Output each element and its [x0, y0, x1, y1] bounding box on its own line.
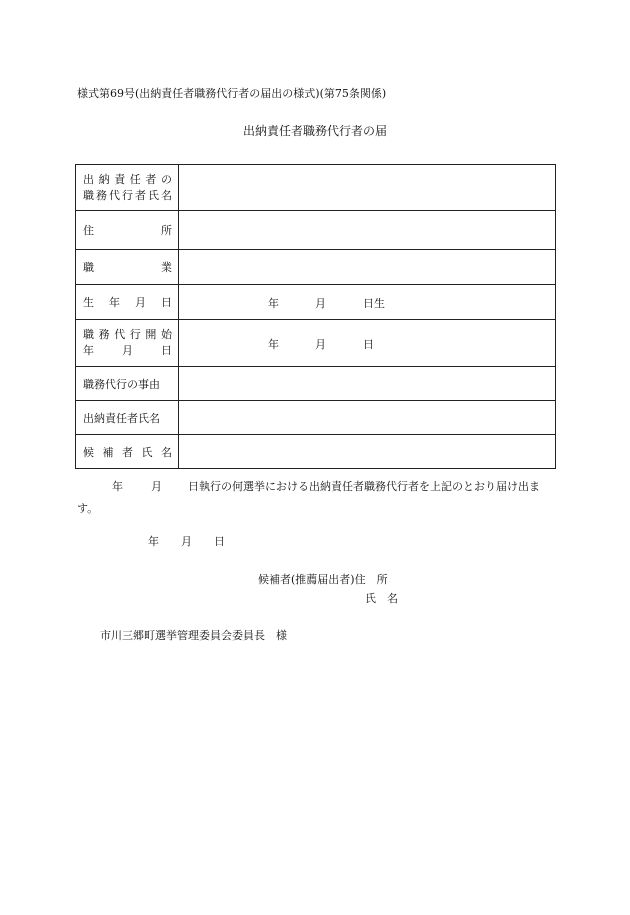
field-candidate-name[interactable] — [179, 435, 556, 469]
label-occupation: 職 業 — [76, 250, 179, 285]
label-birthdate: 生 年 月 日 — [76, 285, 179, 320]
label-agent-name-line2: 職 務 代 行 者 氏 名 — [83, 188, 172, 202]
field-occupation[interactable] — [179, 250, 556, 285]
birth-day-label: 日生 — [363, 297, 385, 310]
statement-month: 月 — [151, 480, 162, 493]
field-agent-name[interactable] — [179, 165, 556, 211]
start-year-label: 年 — [268, 338, 279, 351]
table-row-occupation — [76, 250, 556, 285]
table-row-birthdate — [76, 285, 556, 320]
table-row-treasurer-name — [76, 401, 556, 435]
statement-year: 年 — [112, 480, 123, 493]
start-month-label: 月 — [315, 338, 326, 351]
addressee: 市川三郷町選挙管理委員会委員長 様 — [100, 629, 287, 642]
signature-address-label: 候補者(推薦届出者)住 所 — [258, 573, 388, 586]
declaration-table — [75, 164, 556, 469]
field-birthdate[interactable] — [179, 285, 556, 320]
birth-year-label: 年 — [268, 297, 279, 310]
signature-name-label: 氏 名 — [365, 592, 398, 605]
form-number-heading: 様式第69号(出納責任者職務代行者の届出の様式)(第75条関係) — [77, 87, 387, 100]
field-treasurer-name[interactable] — [179, 401, 556, 435]
signature-date: 年 月 日 — [148, 535, 225, 548]
table-row-agent-name — [76, 165, 556, 211]
table-row-candidate-name — [76, 435, 556, 469]
document-title: 出納責任者職務代行者の届 — [242, 124, 387, 138]
field-address[interactable] — [179, 211, 556, 250]
field-reason[interactable] — [179, 367, 556, 401]
label-reason: 職務代行の事由 — [76, 367, 179, 401]
field-start-date[interactable] — [179, 320, 556, 367]
label-candidate-name: 候 補 者 氏 名 — [76, 435, 179, 469]
label-agent-name-line1: 出 納 責 任 者 の — [83, 172, 172, 186]
label-address: 住 所 — [76, 211, 179, 250]
statement-text: 日執行の何選挙における出納責任者職務代行者を上記のとおり届け出ます。 — [77, 480, 540, 515]
table-row-address — [76, 211, 556, 250]
table-row-reason — [76, 367, 556, 401]
start-day-label: 日 — [363, 338, 374, 351]
declaration-statement — [77, 476, 557, 520]
label-start-date: 職 務 代 行 開 始 年 月 日 — [76, 320, 179, 367]
table-row-start-date — [76, 320, 556, 367]
label-agent-name — [76, 165, 179, 211]
birth-month-label: 月 — [315, 297, 326, 310]
label-treasurer-name: 出納責任者氏名 — [76, 401, 179, 435]
